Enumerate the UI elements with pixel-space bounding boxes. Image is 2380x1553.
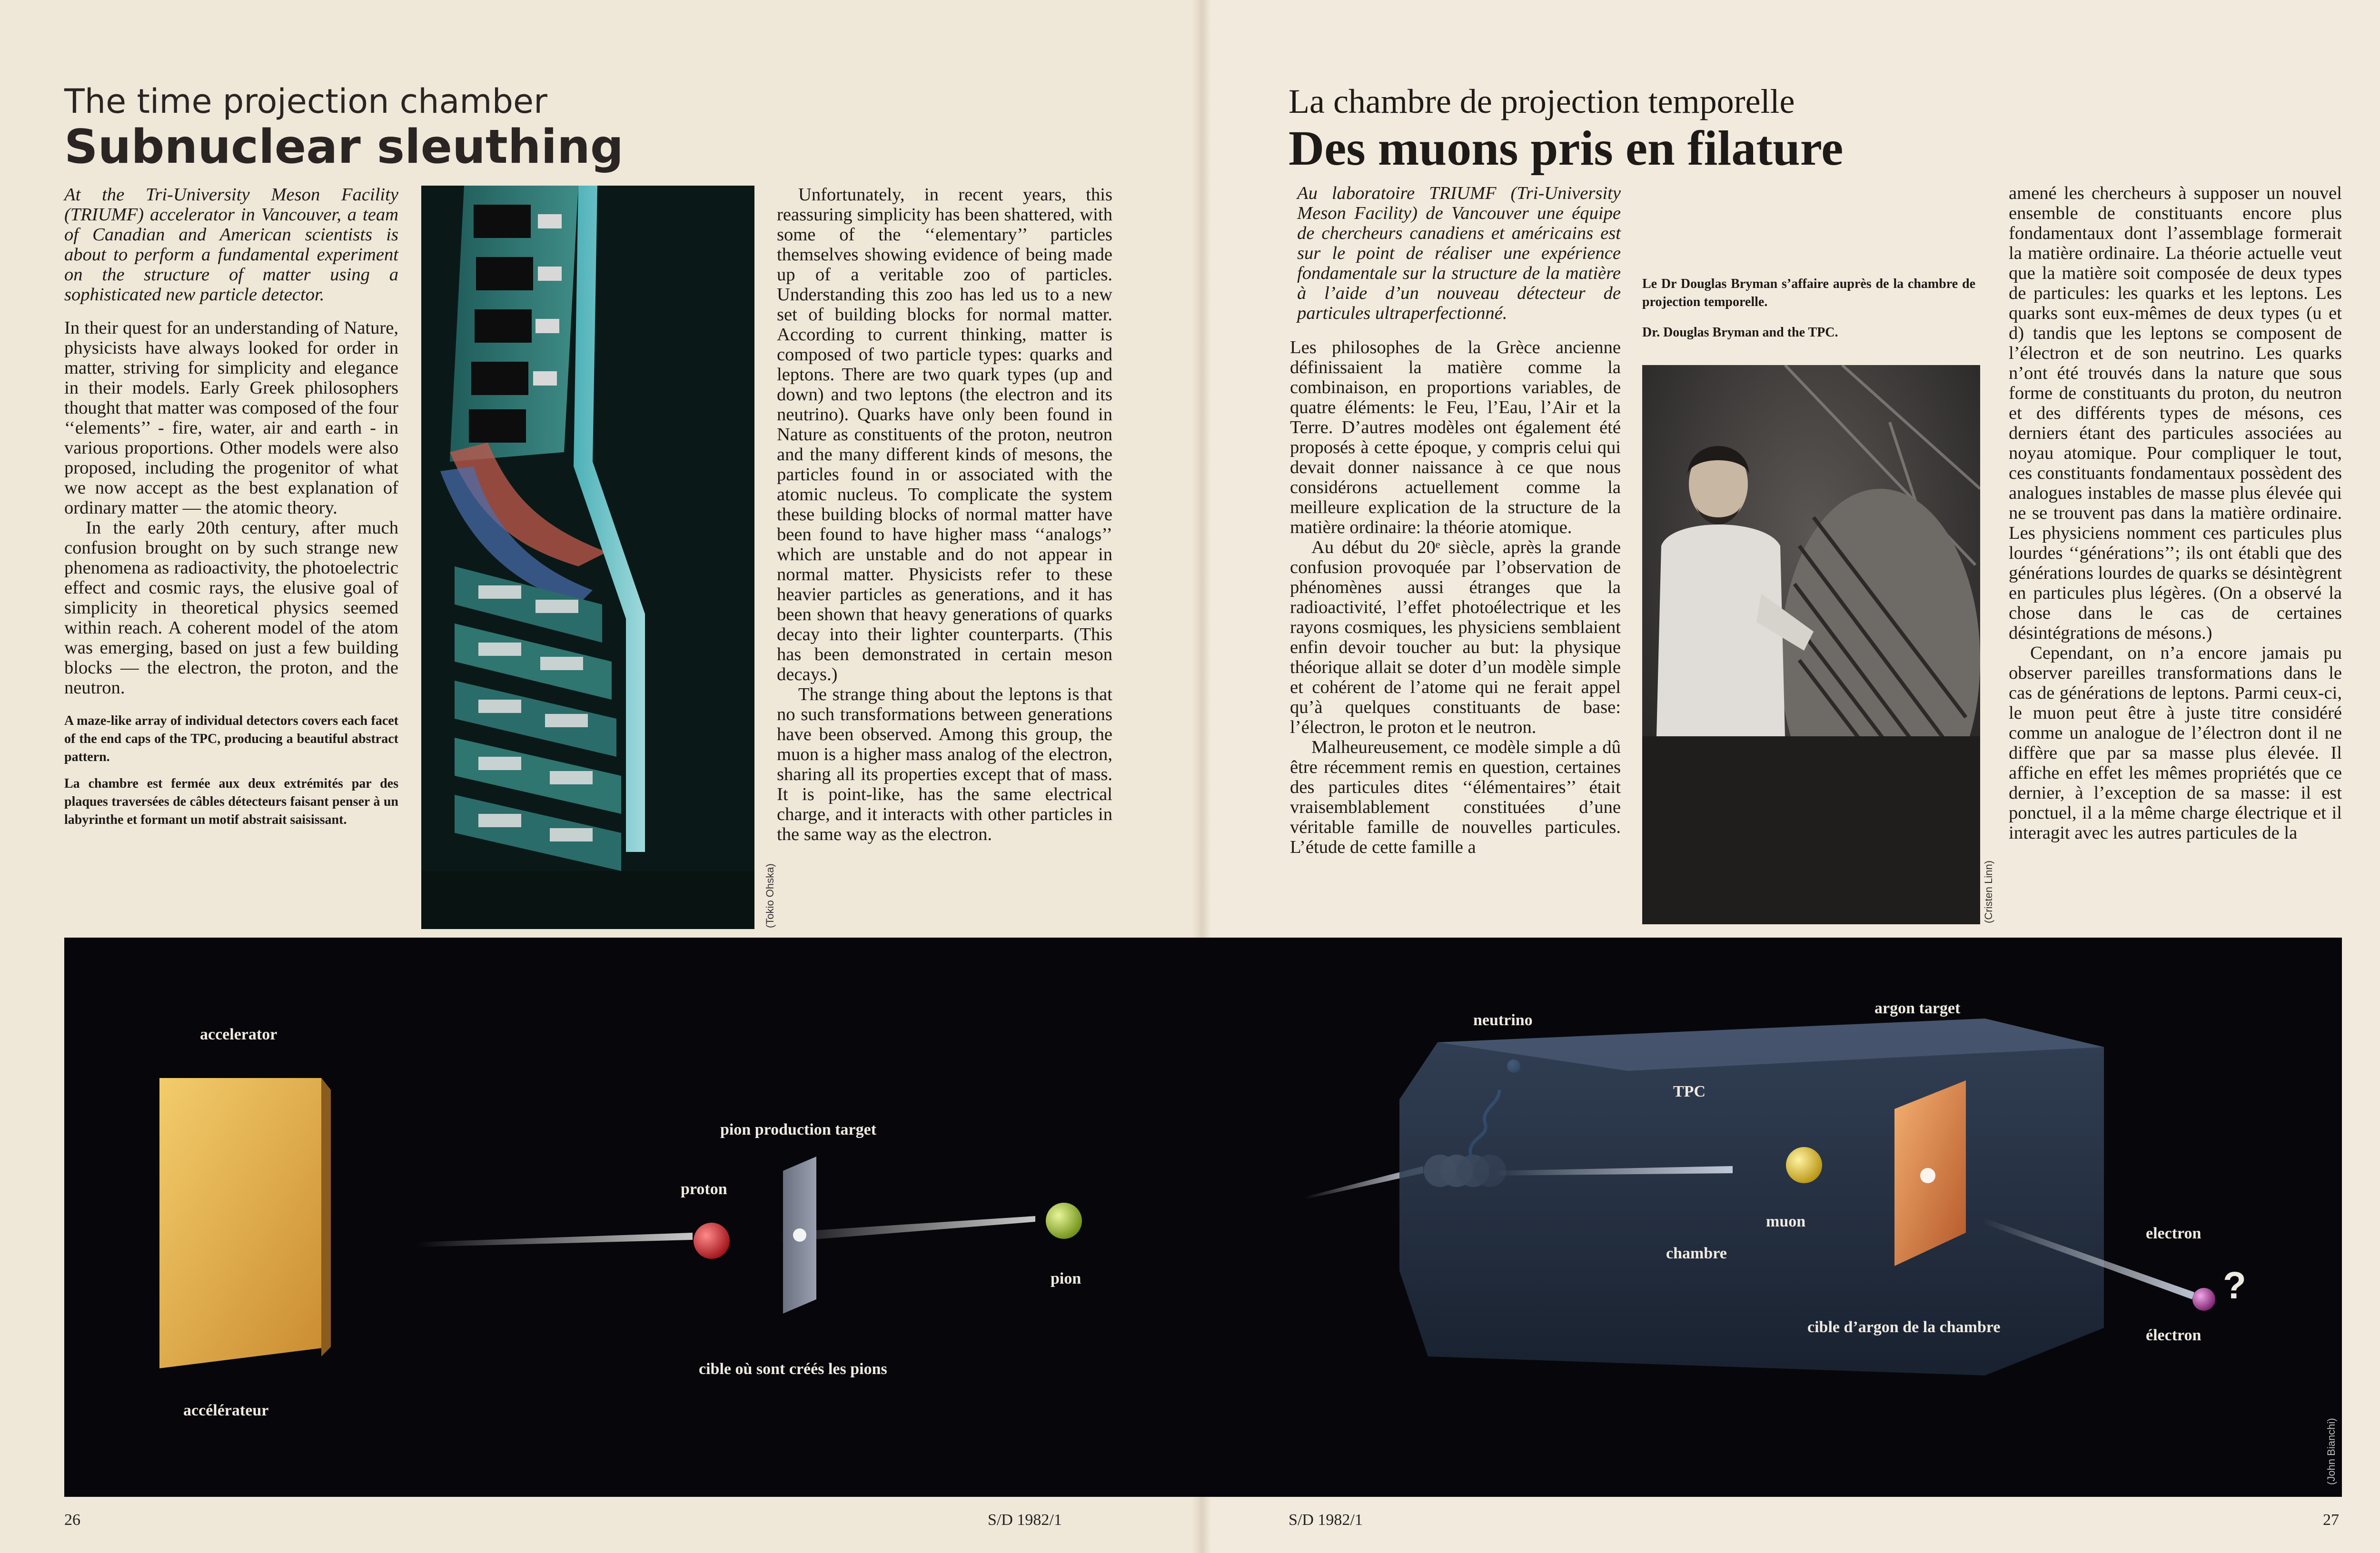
- page-number-right: 27: [2323, 1511, 2339, 1529]
- muon-ball: [1786, 1147, 1822, 1183]
- electron-ball: [2192, 1288, 2215, 1311]
- photo-credit-right: (Cristen Linn): [1983, 860, 1994, 923]
- body-en-col1: [64, 318, 398, 698]
- right-column-2: [2009, 183, 2342, 843]
- issue-left: S/D 1982/1: [988, 1511, 1062, 1529]
- photo-credit-left: (Tokio Ohska): [764, 863, 776, 928]
- page-number-left: 26: [64, 1511, 80, 1529]
- label-pion-target: pion production target: [720, 1121, 877, 1138]
- label-proton: proton: [681, 1180, 727, 1198]
- headline-right: Des muons pris en filature: [1289, 121, 1844, 176]
- paragraph: Malheureusement, ce modèle simple a dû être récemment remis en question, certaines des particules dites ‘‘élémentaires’’ était vraisemblablement constituées d’une véritable famille de nouvelles particules. L’étude de cette famille a: [1290, 737, 1621, 857]
- label-pion: pion: [1051, 1270, 1081, 1287]
- scientist-with-tpc-illustration: [1642, 365, 1980, 924]
- proton-ball: [694, 1223, 730, 1259]
- pion-ball: [1046, 1203, 1082, 1239]
- label-accelerateur: accélérateur: [183, 1402, 269, 1419]
- question-mark: ?: [2223, 1264, 2246, 1306]
- detector-array-illustration: [421, 186, 754, 929]
- intro-fr: Au laboratoire TRIUMF (Tri-University Meson Facility) de Vancouver une équipe de chercheurs canadiens et américains est sur le point de réaliser une expérience fondamentale sur la structure de la matière à l’aide d’un nouveau détecteur de particules ultraperfectionné.: [1297, 183, 1621, 323]
- caption-fr: Le Dr Douglas Bryman s’affaire auprès de la chambre de projection temporelle.: [1642, 277, 1975, 309]
- label-accelerator: accelerator: [200, 1026, 278, 1043]
- label-argon-target-fr: cible d’argon de la chambre: [1807, 1318, 2001, 1336]
- left-column-1: [64, 185, 398, 829]
- caption-en: A maze-like array of individual detectors covers each facet of the end caps of the TPC, producing a beautiful abstract pattern.: [64, 713, 398, 764]
- label-electron: electron: [2146, 1225, 2202, 1242]
- headline-left: Subnuclear sleuthing: [64, 120, 624, 174]
- paragraph: The strange thing about the leptons is that no such transformations between generations have been observed. Among this group, the muon is a higher mass analog of the electron, sharing all its properties except that of mass. It is point-like, has the same electrical charge, and it interacts with other particles in the same way as the electron.: [777, 684, 1112, 844]
- label-argon-target: argon target: [1874, 999, 1961, 1017]
- body-fr-col2: [2009, 183, 2342, 843]
- label-pion-target-fr: cible où sont créés les pions: [699, 1360, 887, 1378]
- paragraph: In their quest for an understanding of Nature, physicists have always looked for order in matter, striving for simplicity and elegance in their models. Early Greek philosophers thought that matter was composed of the four ‘‘elements’’ - fire, water, air and earth - in various proportions. Other models were also proposed, including the progenitor of what we now accept as the best explanation of ordinary matter — the atomic theory.: [64, 318, 398, 518]
- label-chambre: chambre: [1666, 1245, 1727, 1262]
- detector-photo: [421, 186, 754, 929]
- right-column-1: [1290, 183, 1621, 857]
- caption-en-right: Dr. Douglas Bryman and the TPC.: [1642, 325, 1838, 340]
- body-en-col2: [777, 185, 1112, 844]
- diagram-right: [1200, 938, 2342, 1497]
- paragraph: Unfortunately, in recent years, this reassuring simplicity has been shattered, with some of the ‘‘elementary’’ particles themselves showing evidence of being made up of a veritable zoo of particles. Understanding this zoo has led us to a new set of building blocks for normal matter. According to current thinking, matter is composed of two particle types: quarks and leptons. There are two quark types (up and down) and two leptons (the electron and its neutrino). Quarks have only been found in Nature as constituents of the proton, neutron and the many different kinds of mesons, the particles found in or associated with the atomic nucleus. To complicate the system these building blocks of normal matter have been found to have higher mass ‘‘analogs’’ which are unstable and do not appear in normal matter. Physicists refer to these heavier particles as generations, and it has been shown that heavy generations of quarks decay into their lighter counterparts. (This has been demonstrated in certain meson decays.): [777, 185, 1112, 684]
- photo-captions-right: [1642, 275, 1975, 342]
- issue-right: S/D 1982/1: [1289, 1511, 1363, 1529]
- label-electron-fr: électron: [2146, 1326, 2202, 1344]
- paragraph: In the early 20th century, after much confusion brought on by such strange new phenomena as radioactivity, the photoelectric effect and cosmic rays, the elusive goal of simplicity in theoretical physics seemed within reach. A coherent model of the atom was emerging, based on just a few building blocks — the electron, the proton, and the neutron.: [64, 518, 398, 698]
- paragraph: Au début du 20ᵉ siècle, après la grande confusion provoquée par l’observation de phénomènes aussi étranges que la radioactivité, l’effet photoélectrique et les rayons cosmiques, les physiciens semblaient enfin devoir toucher au but: la physique théorique allait se doter d’un modèle simple et cohérent de l’atome qui ne ferait appel qu’à quelques constituants de base: l’électron, le proton et le neutron.: [1290, 537, 1621, 737]
- label-neutrino: neutrino: [1473, 1011, 1533, 1029]
- intro-en: At the Tri-University Meson Facility (TRIUMF) accelerator in Vancouver, a team of Canadian and American scientists is about to perform a fundamental experiment on the structure of matter using a sophisticated new particle detector.: [64, 185, 398, 305]
- kicker-left: The time projection chamber: [64, 82, 547, 121]
- accelerator-block: [159, 1078, 331, 1368]
- paragraph: Cependant, on n’a encore jamais pu observer pareilles transformations dans le cas de générations de leptons. Parmi ceux-ci, le muon peut être à juste titre considéré comme un analogue de l’électron dont il ne diffère que par sa masse plus élevée. Il affiche en effet les mêmes propriétés que ce dernier, à l’exception de sa masse: il est ponctuel, il a la même charge électrique et il interagit avec les autres particules de la: [2009, 643, 2342, 843]
- diagram-left: [64, 938, 1200, 1497]
- paragraph: amené les chercheurs à supposer un nouvel ensemble de constituants encore plus fondamentaux dont l’assemblage formerait la matière ordinaire. La théorie actuelle veut que la matière soit composée de deux types de particules: les quarks et les leptons. Les quarks sont eux-mêmes de deux types (u et d) tandis que les leptons se composent de l’électron et de son neutrino. Les quarks n’ont été trouvés dans la nature que sous forme de constituants du proton, du neutron et des différents types de mésons, ces derniers étant des particules associées au noyau atomique. Pour compliquer le tout, ces constituants fondamentaux possèdent des analogues instables de masse plus élevée qui ne se trouvent pas dans la matière ordinaire. Les physiciens nomment ces particules plus lourdes ‘‘générations’’; ils ont établi que des générations lourdes de quarks se désintègrent en particules plus légères. (On a observé la chose dans le cas de certaines désintégrations de mésons.): [2009, 183, 2342, 643]
- label-muon: muon: [1766, 1213, 1806, 1230]
- paragraph: Les philosophes de la Grèce ancienne définissaient la matière comme la combinaison, en proportions variables, de quatre éléments: le Feu, l’Eau, l’Air et la Terre. D’autres modèles ont également été proposés à cette époque, y compris celui qui devait donner naissance à ce que nous considérons actuellement comme la meilleure explication de la structure de la matière ordinaire: la théorie atomique.: [1290, 337, 1621, 537]
- body-fr-col1: [1290, 337, 1621, 857]
- caption-fr-left: La chambre est fermée aux deux extrémités par des plaques traversées de câbles détecteurs faisant penser à un labyrinthe et formant un motif abstrait saisissant.: [64, 776, 398, 827]
- diagram-credit: (John Bianchi): [2325, 1418, 2337, 1485]
- label-tpc: TPC: [1673, 1083, 1706, 1100]
- kicker-right: La chambre de projection temporelle: [1289, 82, 1795, 120]
- left-column-2: [777, 185, 1112, 844]
- bryman-photo: [1642, 365, 1980, 924]
